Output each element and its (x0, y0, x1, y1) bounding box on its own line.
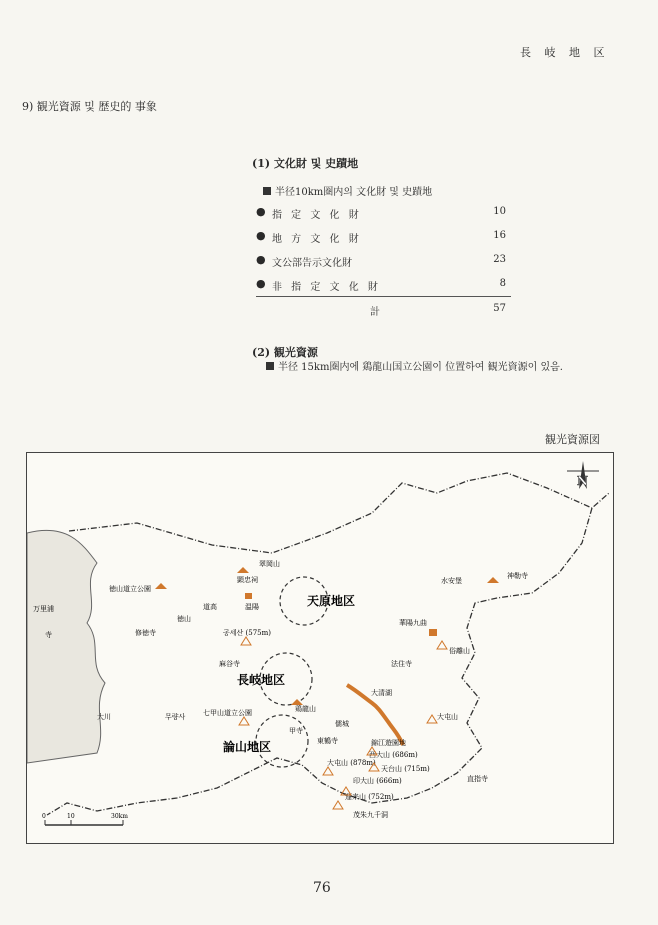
total-value: 57 (493, 303, 506, 314)
park-icon (155, 583, 167, 589)
total-divider (256, 296, 511, 297)
tourism-note (266, 358, 563, 373)
coastline (27, 530, 105, 763)
landmark-icon (429, 629, 437, 636)
place-label: 大屯山 (437, 713, 458, 721)
scale-label: 0 (42, 813, 46, 820)
place-label: 温陽 (245, 603, 259, 611)
square-bullet-icon (263, 187, 271, 195)
place-label: 大清湖 (371, 689, 392, 697)
table-row (256, 206, 506, 224)
bullet-icon: ● (256, 277, 266, 290)
bullet-icon: ● (256, 253, 266, 266)
place-label: 七甲山道立公園 (203, 709, 252, 717)
place-label: 運来山 (752m) (345, 793, 394, 801)
place-label: 東鶴寺 (317, 737, 338, 745)
place-label: 大屯山 (878m) (327, 759, 376, 767)
place-label: 翠岡山 (259, 560, 280, 568)
scale-label: 10 (67, 813, 75, 820)
row-value: 10 (493, 206, 506, 217)
place-label: 直指寺 (467, 775, 488, 783)
area-label: 長岐地区 (237, 673, 286, 687)
place-label: 俗離山 (449, 647, 470, 655)
row-label: 文公部告示文化財 (272, 258, 352, 269)
tourism-map (26, 452, 614, 844)
row-label: 非 指 定 文 化 財 (272, 282, 381, 293)
place-label: 茂朱九千洞 (353, 811, 388, 819)
scale-label: 30km (111, 813, 128, 820)
scale-bar (42, 813, 128, 825)
square-bullet-icon (266, 362, 274, 370)
mountain-icon (437, 641, 447, 649)
place-label: 華陽九曲 (399, 619, 427, 627)
place-label: 顕忠祠 (237, 576, 258, 584)
map-symbols (155, 567, 499, 705)
place-label: 錦江遊園地 (371, 739, 406, 747)
cultural-note (263, 183, 432, 198)
place-label: 鶏龍山 (295, 705, 316, 713)
row-value: 16 (493, 230, 506, 241)
place-label: 万里浦 (33, 605, 54, 613)
row-label: 指 定 文 化 財 (272, 210, 362, 221)
mountain-icon (323, 767, 333, 775)
place-label: 徳山道立公園 (109, 585, 151, 593)
total-label: 計 (370, 307, 380, 318)
page-number: 76 (313, 880, 331, 896)
bullet-icon: ● (256, 205, 266, 218)
place-label: 印大山 (666m) (353, 777, 402, 785)
place-label: 儒城 (335, 720, 349, 728)
place-label: 무량사 (165, 713, 186, 721)
table-row (256, 278, 506, 296)
table-row (256, 254, 506, 272)
mountain-icon (427, 715, 437, 723)
cultural-note-text: 半径10km圏内의 文化財 및 史蹟地 (275, 187, 433, 198)
place-label: 甲寺 (289, 727, 303, 735)
place-label: 공세산 (575m) (223, 629, 271, 637)
place-label: 修徳寺 (135, 629, 156, 637)
park-icon (487, 577, 499, 583)
north-label: N (577, 474, 588, 488)
mountain-icon (241, 637, 251, 645)
place-label: 道高 (203, 603, 217, 611)
row-value: 8 (499, 278, 506, 289)
place-label: 法住寺 (391, 660, 412, 668)
place-label: 大川 (97, 713, 111, 721)
map-title: 観光資源図 (545, 433, 600, 446)
tourism-heading: (2) 観光資源 (252, 346, 318, 359)
section-title: 9) 観光資源 및 歴史的 事象 (22, 100, 157, 113)
landmark-icon (245, 593, 252, 599)
row-label: 地 方 文 化 財 (272, 234, 362, 245)
row-value: 23 (493, 254, 506, 265)
table-row (256, 230, 506, 248)
place-label: 水安堡 (441, 577, 462, 585)
mountain-icon (239, 717, 249, 725)
cultural-heading: (1) 文化財 및 史蹟地 (252, 157, 359, 170)
place-label: 徳山 (177, 615, 191, 623)
map-canvas (27, 453, 613, 843)
place-label: 寺 (45, 631, 52, 639)
tourism-note-text: 半径 15km圏内에 鶏龍山国立公園이 位置하여 観光資源이 있음. (278, 362, 563, 373)
mountain-icon (333, 801, 343, 809)
place-label: 神勒寺 (507, 572, 528, 580)
running-header: 長 岐 地 区 (520, 46, 610, 59)
place-label: 天台山 (715m) (381, 765, 430, 773)
north-arrow-icon (567, 461, 599, 489)
area-label: 論山地区 (223, 740, 272, 754)
bullet-icon: ● (256, 229, 266, 242)
place-label: 西大山 (686m) (369, 751, 418, 759)
place-label: 麻谷寺 (219, 660, 240, 668)
area-label: 天原地区 (307, 594, 356, 608)
park-icon (237, 567, 249, 573)
